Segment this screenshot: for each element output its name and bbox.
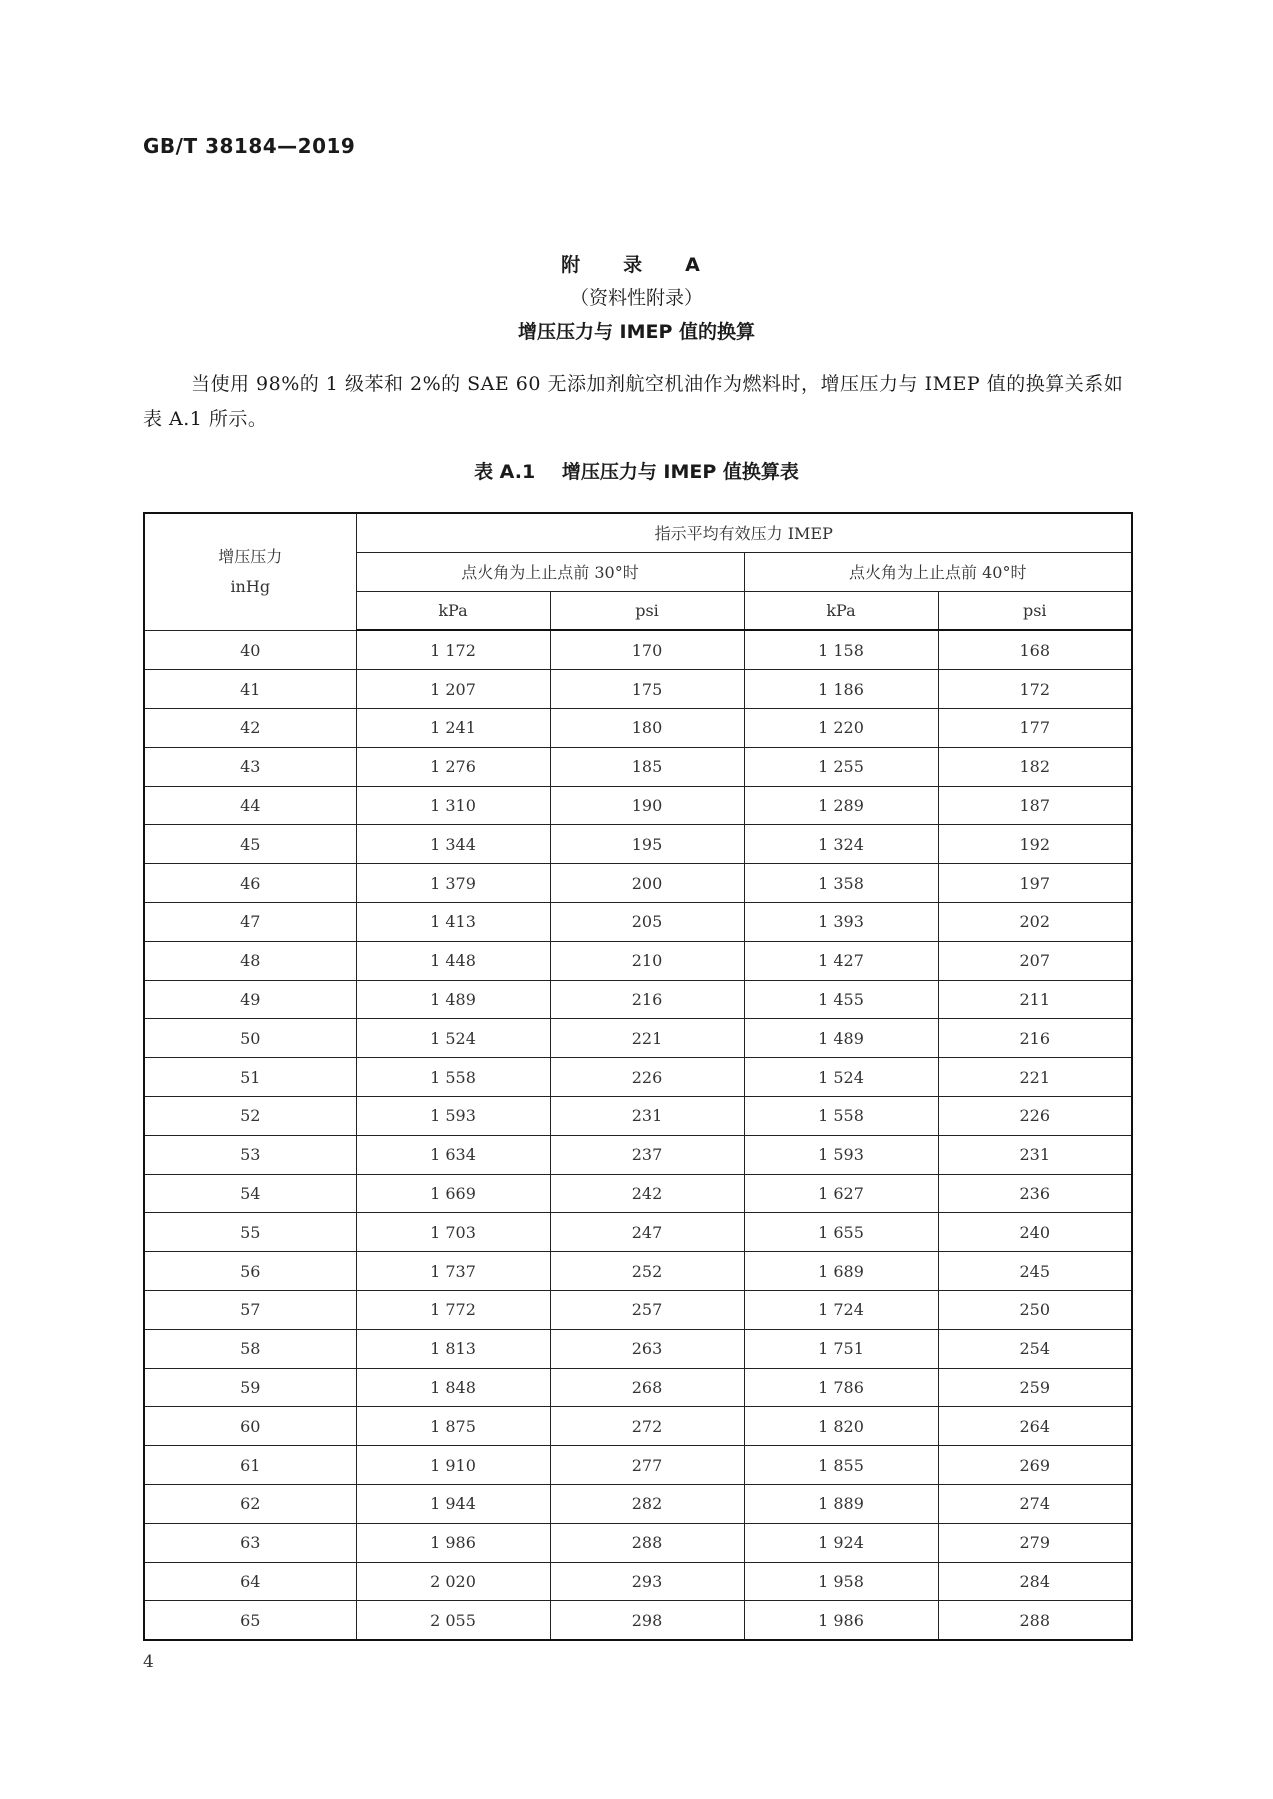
imep-30-psi-cell: 282 <box>550 1484 744 1523</box>
boost-pressure-cell: 58 <box>144 1329 356 1368</box>
boost-pressure-cell: 64 <box>144 1562 356 1601</box>
group-header: 指示平均有效压力 IMEP <box>356 513 1132 552</box>
boost-pressure-cell: 65 <box>144 1601 356 1640</box>
boost-pressure-cell: 49 <box>144 980 356 1019</box>
imep-40-psi-cell: 240 <box>938 1213 1132 1252</box>
row-header-cell <box>144 513 356 630</box>
imep-30-kpa-cell: 1 310 <box>356 786 550 825</box>
table-row <box>144 864 1132 903</box>
table-caption-number: 表 A.1 <box>474 461 536 483</box>
annex-title: 附 录 A <box>561 254 712 276</box>
table-row <box>144 1019 1132 1058</box>
imep-40-psi-cell: 279 <box>938 1523 1132 1562</box>
table-row <box>144 1058 1132 1097</box>
imep-40-kpa-cell: 1 427 <box>744 941 938 980</box>
imep-40-psi-cell: 264 <box>938 1407 1132 1446</box>
boost-pressure-cell: 52 <box>144 1096 356 1135</box>
row-header-label: 增压压力 <box>218 546 283 566</box>
imep-30-psi-cell: 170 <box>550 630 744 669</box>
imep-30-kpa-cell: 1 986 <box>356 1523 550 1562</box>
imep-30-psi-cell: 272 <box>550 1407 744 1446</box>
boost-pressure-cell: 56 <box>144 1252 356 1291</box>
table-caption-title: 增压压力与 IMEP 值换算表 <box>561 461 799 483</box>
imep-30-psi-cell: 252 <box>550 1252 744 1291</box>
table-row <box>144 1252 1132 1291</box>
annex-type: （资料性附录） <box>569 287 703 309</box>
imep-30-kpa-cell: 1 848 <box>356 1368 550 1407</box>
table-row <box>144 1096 1132 1135</box>
imep-40-kpa-cell: 1 820 <box>744 1407 938 1446</box>
imep-40-kpa-cell: 1 751 <box>744 1329 938 1368</box>
imep-40-kpa-cell: 1 393 <box>744 902 938 941</box>
imep-40-psi-cell: 202 <box>938 902 1132 941</box>
row-header-unit: inHg <box>230 576 271 596</box>
imep-40-kpa-cell: 1 558 <box>744 1096 938 1135</box>
imep-40-kpa-cell: 1 524 <box>744 1058 938 1097</box>
imep-30-psi-cell: 242 <box>550 1174 744 1213</box>
imep-30-kpa-cell: 1 524 <box>356 1019 550 1058</box>
imep-40-kpa-cell: 1 324 <box>744 825 938 864</box>
boost-pressure-cell: 60 <box>144 1407 356 1446</box>
table-row <box>144 1407 1132 1446</box>
table-row <box>144 825 1132 864</box>
intro-paragraph: 当使用 98%的 1 级苯和 2%的 SAE 60 无添加剂航空机油作为燃料时，增压压力与 IMEP 值的换算关系如表 A.1 所示。 <box>143 373 1124 430</box>
imep-30-kpa-cell: 1 448 <box>356 941 550 980</box>
imep-40-psi-cell: 182 <box>938 747 1132 786</box>
imep-30-psi-cell: 175 <box>550 670 744 709</box>
table-row <box>144 708 1132 747</box>
table-row <box>144 630 1132 669</box>
table-row <box>144 941 1132 980</box>
boost-pressure-cell: 48 <box>144 941 356 980</box>
boost-pressure-cell: 53 <box>144 1135 356 1174</box>
boost-pressure-cell: 61 <box>144 1446 356 1485</box>
imep-40-psi-cell: 207 <box>938 941 1132 980</box>
imep-30-psi-cell: 268 <box>550 1368 744 1407</box>
imep-40-psi-cell: 226 <box>938 1096 1132 1135</box>
imep-40-kpa-cell: 1 455 <box>744 980 938 1019</box>
boost-pressure-cell: 43 <box>144 747 356 786</box>
imep-30-kpa-cell: 1 669 <box>356 1174 550 1213</box>
imep-30-psi-cell: 263 <box>550 1329 744 1368</box>
imep-40-kpa-cell: 1 186 <box>744 670 938 709</box>
unit-header: kPa <box>744 591 938 630</box>
conversion-table <box>143 512 1133 1641</box>
imep-30-psi-cell: 205 <box>550 902 744 941</box>
imep-40-psi-cell: 221 <box>938 1058 1132 1097</box>
imep-30-kpa-cell: 1 910 <box>356 1446 550 1485</box>
imep-40-kpa-cell: 1 655 <box>744 1213 938 1252</box>
imep-30-psi-cell: 190 <box>550 786 744 825</box>
imep-40-psi-cell: 269 <box>938 1446 1132 1485</box>
table-row <box>144 1135 1132 1174</box>
boost-pressure-cell: 41 <box>144 670 356 709</box>
table-row <box>144 1601 1132 1640</box>
imep-40-kpa-cell: 1 627 <box>744 1174 938 1213</box>
imep-30-psi-cell: 200 <box>550 864 744 903</box>
boost-pressure-cell: 59 <box>144 1368 356 1407</box>
table-row <box>144 1213 1132 1252</box>
imep-30-kpa-cell: 1 875 <box>356 1407 550 1446</box>
imep-40-kpa-cell: 1 855 <box>744 1446 938 1485</box>
table-row <box>144 980 1132 1019</box>
imep-30-kpa-cell: 1 634 <box>356 1135 550 1174</box>
imep-40-psi-cell: 236 <box>938 1174 1132 1213</box>
imep-40-kpa-cell: 1 255 <box>744 747 938 786</box>
imep-40-kpa-cell: 1 889 <box>744 1484 938 1523</box>
imep-30-psi-cell: 247 <box>550 1213 744 1252</box>
subgroup-header-30: 点火角为上止点前 30°时 <box>356 552 744 591</box>
imep-40-psi-cell: 187 <box>938 786 1132 825</box>
page-number: 4 <box>143 1652 154 1672</box>
imep-30-kpa-cell: 1 207 <box>356 670 550 709</box>
imep-30-kpa-cell: 1 703 <box>356 1213 550 1252</box>
imep-40-psi-cell: 245 <box>938 1252 1132 1291</box>
imep-30-psi-cell: 210 <box>550 941 744 980</box>
imep-30-kpa-cell: 1 813 <box>356 1329 550 1368</box>
imep-30-psi-cell: 237 <box>550 1135 744 1174</box>
annex-subject: 增压压力与 IMEP 值的换算 <box>517 321 756 343</box>
imep-40-kpa-cell: 1 220 <box>744 708 938 747</box>
unit-header: psi <box>550 591 744 630</box>
imep-40-psi-cell: 250 <box>938 1290 1132 1329</box>
table-row <box>144 1290 1132 1329</box>
imep-40-psi-cell: 274 <box>938 1484 1132 1523</box>
imep-30-psi-cell: 195 <box>550 825 744 864</box>
boost-pressure-cell: 50 <box>144 1019 356 1058</box>
boost-pressure-cell: 63 <box>144 1523 356 1562</box>
boost-pressure-cell: 55 <box>144 1213 356 1252</box>
imep-30-kpa-cell: 1 737 <box>356 1252 550 1291</box>
imep-40-psi-cell: 284 <box>938 1562 1132 1601</box>
imep-40-kpa-cell: 1 986 <box>744 1601 938 1640</box>
imep-40-psi-cell: 177 <box>938 708 1132 747</box>
imep-40-psi-cell: 168 <box>938 630 1132 669</box>
table-row <box>144 1446 1132 1485</box>
imep-40-psi-cell: 197 <box>938 864 1132 903</box>
imep-30-psi-cell: 226 <box>550 1058 744 1097</box>
boost-pressure-cell: 45 <box>144 825 356 864</box>
imep-30-psi-cell: 293 <box>550 1562 744 1601</box>
imep-40-kpa-cell: 1 724 <box>744 1290 938 1329</box>
imep-30-kpa-cell: 1 379 <box>356 864 550 903</box>
imep-40-psi-cell: 254 <box>938 1329 1132 1368</box>
table-row <box>144 786 1132 825</box>
table-row <box>144 1174 1132 1213</box>
imep-40-psi-cell: 288 <box>938 1601 1132 1640</box>
imep-30-kpa-cell: 1 344 <box>356 825 550 864</box>
table-row <box>144 670 1132 709</box>
imep-40-psi-cell: 231 <box>938 1135 1132 1174</box>
imep-30-psi-cell: 257 <box>550 1290 744 1329</box>
imep-30-kpa-cell: 2 020 <box>356 1562 550 1601</box>
imep-40-psi-cell: 259 <box>938 1368 1132 1407</box>
imep-30-kpa-cell: 1 489 <box>356 980 550 1019</box>
imep-40-kpa-cell: 1 289 <box>744 786 938 825</box>
boost-pressure-cell: 51 <box>144 1058 356 1097</box>
imep-30-kpa-cell: 1 558 <box>356 1058 550 1097</box>
table-caption <box>0 457 1273 484</box>
imep-40-psi-cell: 192 <box>938 825 1132 864</box>
imep-40-psi-cell: 216 <box>938 1019 1132 1058</box>
imep-40-kpa-cell: 1 489 <box>744 1019 938 1058</box>
table-row <box>144 902 1132 941</box>
imep-40-kpa-cell: 1 689 <box>744 1252 938 1291</box>
boost-pressure-cell: 57 <box>144 1290 356 1329</box>
table-body <box>144 630 1132 1640</box>
unit-header: kPa <box>356 591 550 630</box>
boost-pressure-cell: 40 <box>144 630 356 669</box>
boost-pressure-cell: 42 <box>144 708 356 747</box>
table-row <box>144 1368 1132 1407</box>
imep-40-psi-cell: 211 <box>938 980 1132 1019</box>
imep-40-psi-cell: 172 <box>938 670 1132 709</box>
imep-30-kpa-cell: 1 172 <box>356 630 550 669</box>
imep-30-psi-cell: 298 <box>550 1601 744 1640</box>
imep-40-kpa-cell: 1 958 <box>744 1562 938 1601</box>
imep-30-psi-cell: 221 <box>550 1019 744 1058</box>
table-row <box>144 1523 1132 1562</box>
imep-30-kpa-cell: 1 944 <box>356 1484 550 1523</box>
imep-40-kpa-cell: 1 924 <box>744 1523 938 1562</box>
imep-30-psi-cell: 216 <box>550 980 744 1019</box>
imep-40-kpa-cell: 1 358 <box>744 864 938 903</box>
table-row <box>144 1562 1132 1601</box>
subgroup-header-40: 点火角为上止点前 40°时 <box>744 552 1132 591</box>
imep-40-kpa-cell: 1 158 <box>744 630 938 669</box>
imep-30-psi-cell: 231 <box>550 1096 744 1135</box>
boost-pressure-cell: 62 <box>144 1484 356 1523</box>
standard-code: GB/T 38184—2019 <box>143 134 356 158</box>
imep-30-kpa-cell: 1 593 <box>356 1096 550 1135</box>
boost-pressure-cell: 54 <box>144 1174 356 1213</box>
imep-30-kpa-cell: 1 772 <box>356 1290 550 1329</box>
imep-30-psi-cell: 185 <box>550 747 744 786</box>
imep-30-psi-cell: 180 <box>550 708 744 747</box>
table-row <box>144 1484 1132 1523</box>
boost-pressure-cell: 44 <box>144 786 356 825</box>
table-row <box>144 1329 1132 1368</box>
boost-pressure-cell: 46 <box>144 864 356 903</box>
imep-30-psi-cell: 288 <box>550 1523 744 1562</box>
imep-30-psi-cell: 277 <box>550 1446 744 1485</box>
imep-40-kpa-cell: 1 786 <box>744 1368 938 1407</box>
imep-30-kpa-cell: 1 241 <box>356 708 550 747</box>
boost-pressure-cell: 47 <box>144 902 356 941</box>
imep-40-kpa-cell: 1 593 <box>744 1135 938 1174</box>
unit-header: psi <box>938 591 1132 630</box>
imep-30-kpa-cell: 2 055 <box>356 1601 550 1640</box>
imep-30-kpa-cell: 1 276 <box>356 747 550 786</box>
imep-30-kpa-cell: 1 413 <box>356 902 550 941</box>
table-row <box>144 747 1132 786</box>
